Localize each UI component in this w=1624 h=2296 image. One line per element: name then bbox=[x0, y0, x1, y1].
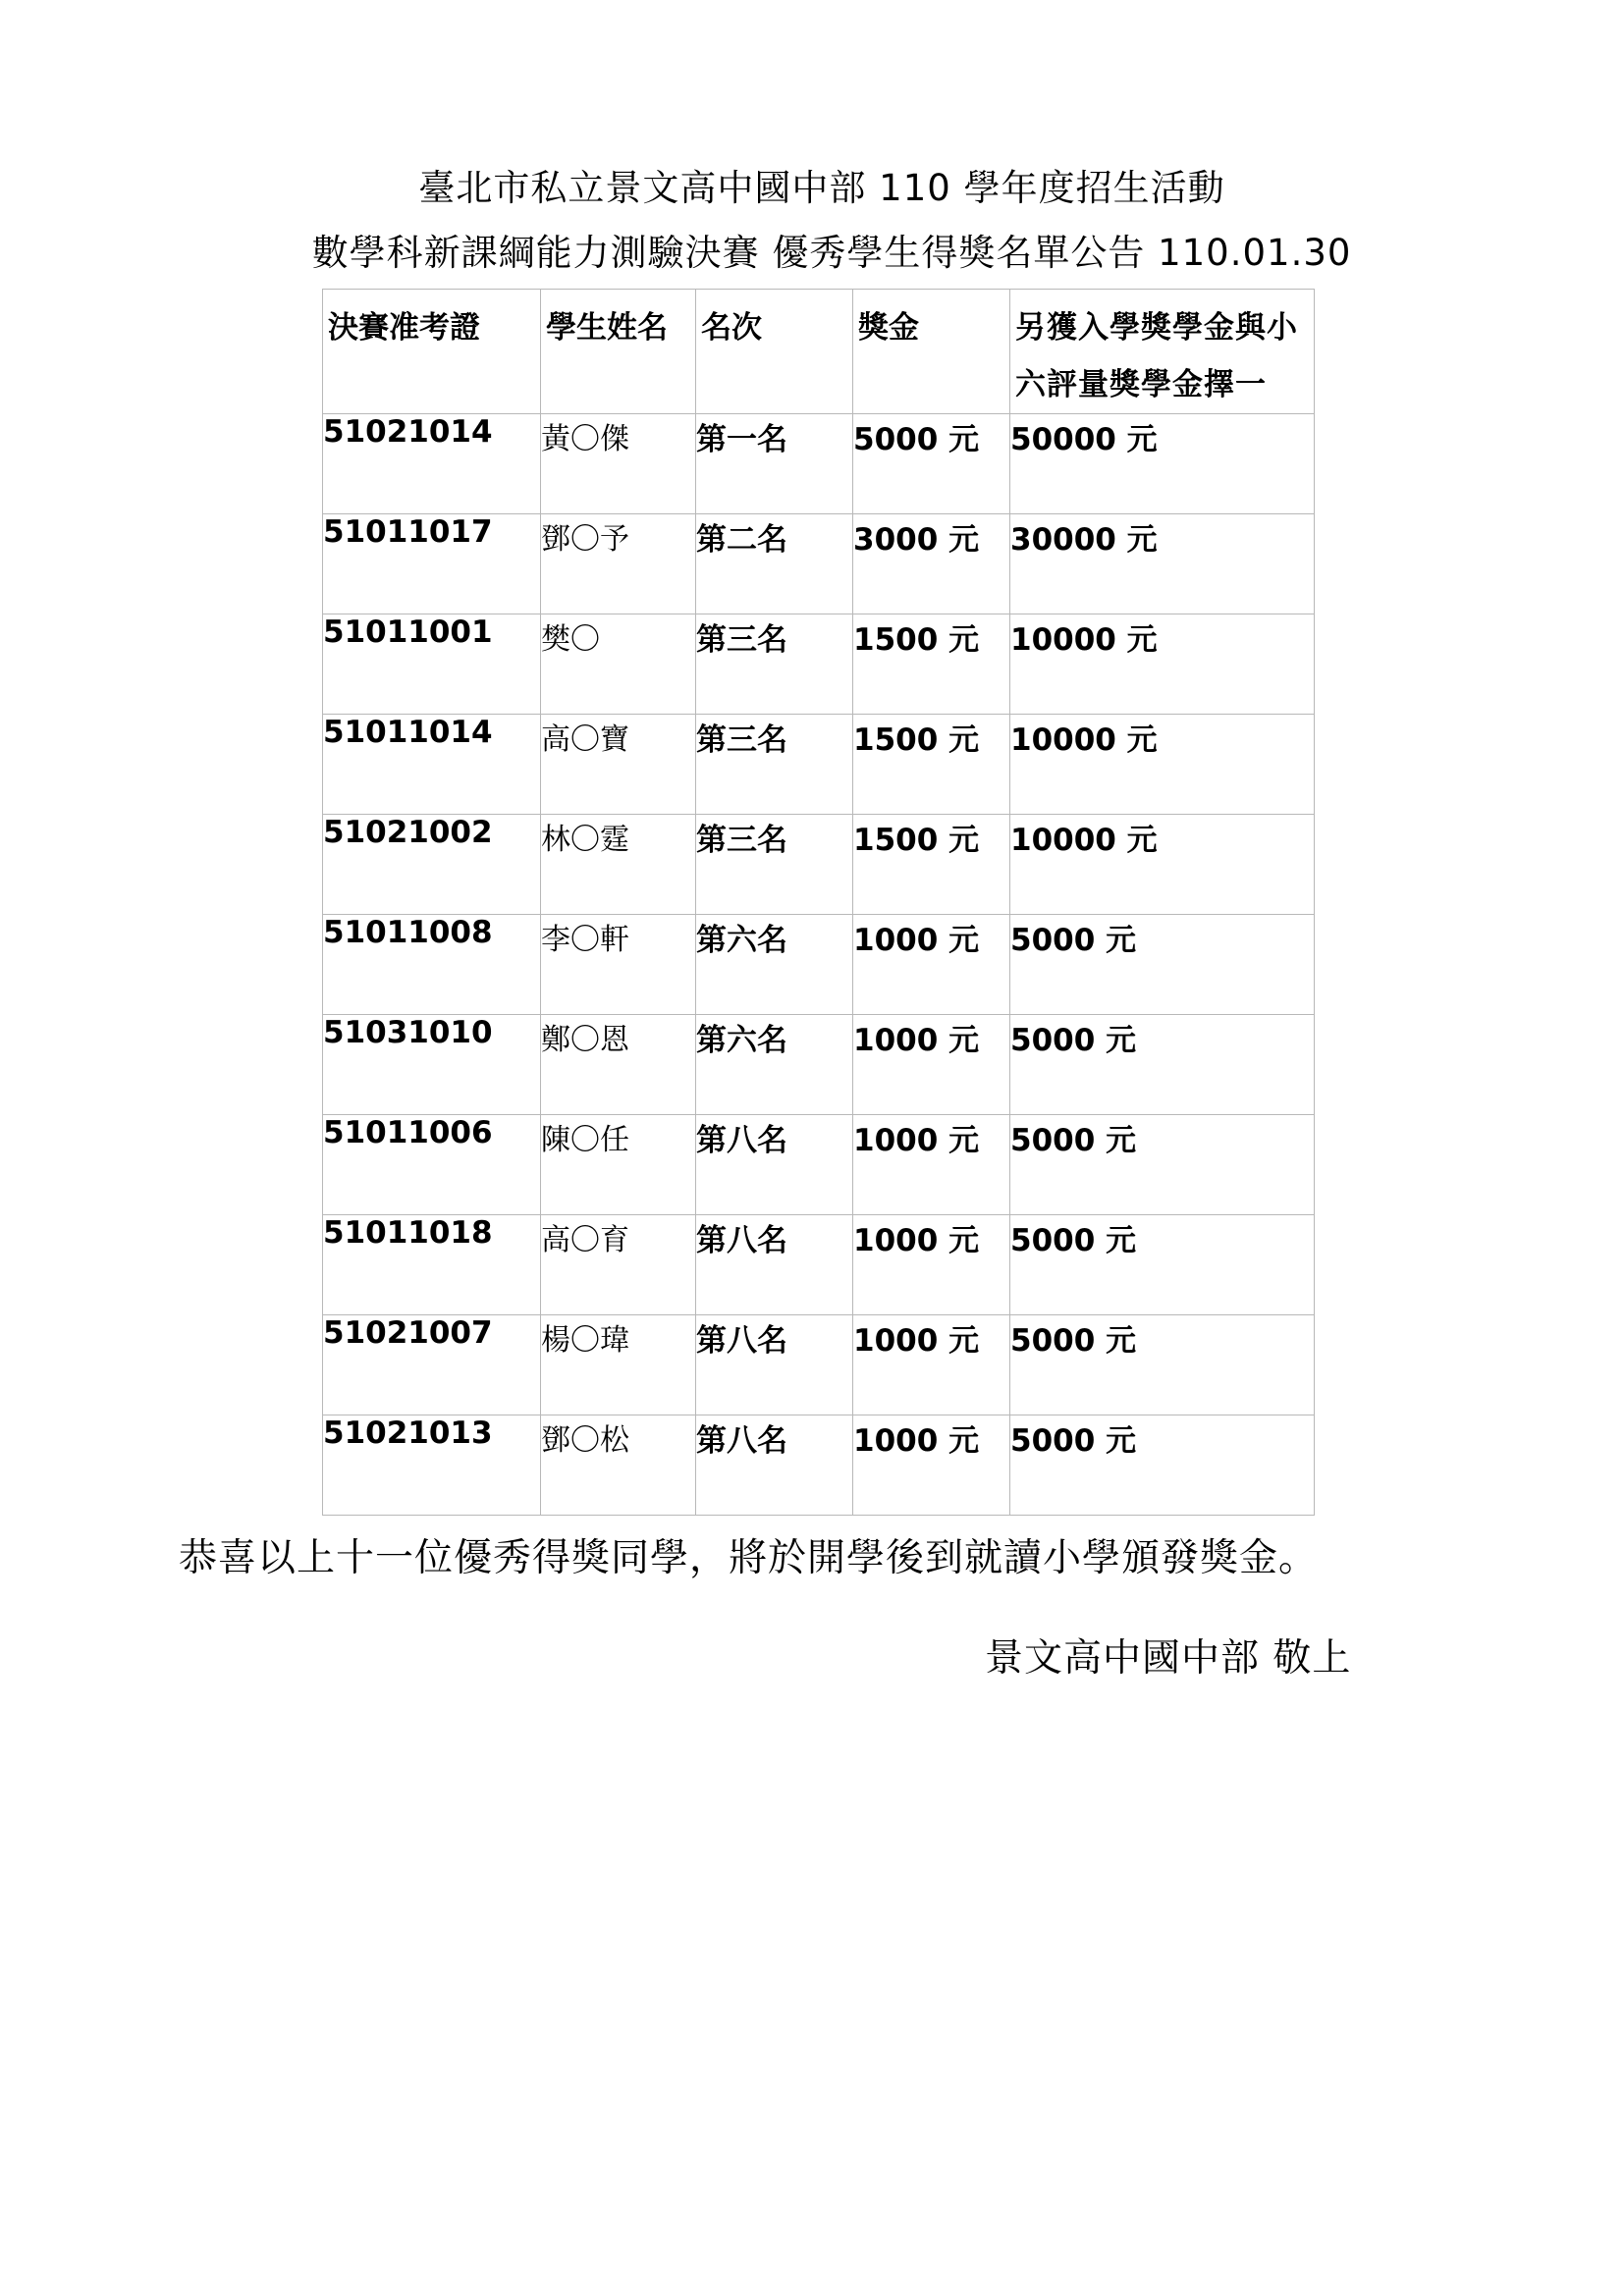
header-rank: 名次 bbox=[696, 290, 853, 414]
rank-cell: 第八名 bbox=[696, 1415, 853, 1516]
prize-cell: 1000 元 bbox=[853, 1415, 1010, 1516]
exam-id-cell: 51021007 bbox=[323, 1315, 541, 1415]
rank-cell: 第八名 bbox=[696, 1215, 853, 1315]
congratulation-note: 恭喜以上十一位優秀得獎同學，將於開學後到就讀小學頒發獎金。 bbox=[179, 1536, 1319, 1580]
table-row bbox=[323, 715, 1315, 815]
rank-cell: 第三名 bbox=[696, 815, 853, 915]
scholarship-cell: 50000 元 bbox=[1010, 414, 1315, 514]
student-name-cell: 鄧〇松 bbox=[541, 1415, 696, 1516]
header-exam-id: 決賽准考證 bbox=[323, 290, 541, 414]
exam-id-cell: 51021002 bbox=[323, 815, 541, 915]
table-row bbox=[323, 614, 1315, 715]
student-name-cell: 高〇寶 bbox=[541, 715, 696, 815]
scholarship-cell: 10000 元 bbox=[1010, 815, 1315, 915]
student-name-cell: 樊〇 bbox=[541, 614, 696, 715]
rank-cell: 第三名 bbox=[696, 715, 853, 815]
scholarship-cell: 5000 元 bbox=[1010, 1015, 1315, 1115]
scholarship-cell: 5000 元 bbox=[1010, 1115, 1315, 1215]
header-scholarship: 另獲入學獎學金與小六評量獎學金擇一 bbox=[1010, 290, 1315, 414]
scholarship-cell: 10000 元 bbox=[1010, 715, 1315, 815]
scholarship-cell: 5000 元 bbox=[1010, 1315, 1315, 1415]
table-row bbox=[323, 1315, 1315, 1415]
student-name-cell: 楊〇瑋 bbox=[541, 1315, 696, 1415]
student-name-cell: 林〇霆 bbox=[541, 815, 696, 915]
prize-cell: 1500 元 bbox=[853, 614, 1010, 715]
scholarship-cell: 5000 元 bbox=[1010, 1215, 1315, 1315]
header-prize: 獎金 bbox=[853, 290, 1010, 414]
rank-cell: 第八名 bbox=[696, 1315, 853, 1415]
prize-cell: 1000 元 bbox=[853, 915, 1010, 1015]
table-row bbox=[323, 1015, 1315, 1115]
signature: 景文高中國中部 敬上 bbox=[985, 1636, 1352, 1681]
table-row bbox=[323, 1215, 1315, 1315]
header-student-name: 學生姓名 bbox=[541, 290, 696, 414]
student-name-cell: 李〇軒 bbox=[541, 915, 696, 1015]
scholarship-cell: 10000 元 bbox=[1010, 614, 1315, 715]
table-body bbox=[323, 414, 1315, 1516]
winners-table bbox=[322, 289, 1315, 1516]
exam-id-cell: 51011018 bbox=[323, 1215, 541, 1315]
rank-cell: 第六名 bbox=[696, 915, 853, 1015]
scholarship-cell: 5000 元 bbox=[1010, 915, 1315, 1015]
prize-cell: 1500 元 bbox=[853, 715, 1010, 815]
exam-id-cell: 51011001 bbox=[323, 614, 541, 715]
exam-id-cell: 51021014 bbox=[323, 414, 541, 514]
table-row bbox=[323, 414, 1315, 514]
exam-id-cell: 51031010 bbox=[323, 1015, 541, 1115]
exam-id-cell: 51011017 bbox=[323, 514, 541, 614]
table-row bbox=[323, 1415, 1315, 1516]
table-row bbox=[323, 815, 1315, 915]
student-name-cell: 黃〇傑 bbox=[541, 414, 696, 514]
prize-cell: 5000 元 bbox=[853, 414, 1010, 514]
scholarship-cell: 30000 元 bbox=[1010, 514, 1315, 614]
table-row bbox=[323, 514, 1315, 614]
table-row bbox=[323, 915, 1315, 1015]
table-header bbox=[323, 290, 1315, 414]
rank-cell: 第二名 bbox=[696, 514, 853, 614]
student-name-cell: 高〇育 bbox=[541, 1215, 696, 1315]
scholarship-cell: 5000 元 bbox=[1010, 1415, 1315, 1516]
prize-cell: 1000 元 bbox=[853, 1215, 1010, 1315]
header-row bbox=[323, 290, 1315, 414]
student-name-cell: 鄭〇恩 bbox=[541, 1015, 696, 1115]
prize-cell: 1500 元 bbox=[853, 815, 1010, 915]
prize-cell: 1000 元 bbox=[853, 1315, 1010, 1415]
rank-cell: 第六名 bbox=[696, 1015, 853, 1115]
student-name-cell: 陳〇任 bbox=[541, 1115, 696, 1215]
prize-cell: 1000 元 bbox=[853, 1115, 1010, 1215]
exam-id-cell: 51011008 bbox=[323, 915, 541, 1015]
document-subtitle: 數學科新課綱能力測驗決賽 優秀學生得獎名單公告 110.01.30 bbox=[311, 232, 1352, 274]
prize-cell: 1000 元 bbox=[853, 1015, 1010, 1115]
rank-cell: 第三名 bbox=[696, 614, 853, 715]
rank-cell: 第八名 bbox=[696, 1115, 853, 1215]
exam-id-cell: 51011006 bbox=[323, 1115, 541, 1215]
rank-cell: 第一名 bbox=[696, 414, 853, 514]
document-title: 臺北市私立景文高中國中部 110 學年度招生活動 bbox=[418, 167, 1225, 209]
exam-id-cell: 51021013 bbox=[323, 1415, 541, 1516]
table-row bbox=[323, 1115, 1315, 1215]
student-name-cell: 鄧〇予 bbox=[541, 514, 696, 614]
exam-id-cell: 51011014 bbox=[323, 715, 541, 815]
prize-cell: 3000 元 bbox=[853, 514, 1010, 614]
